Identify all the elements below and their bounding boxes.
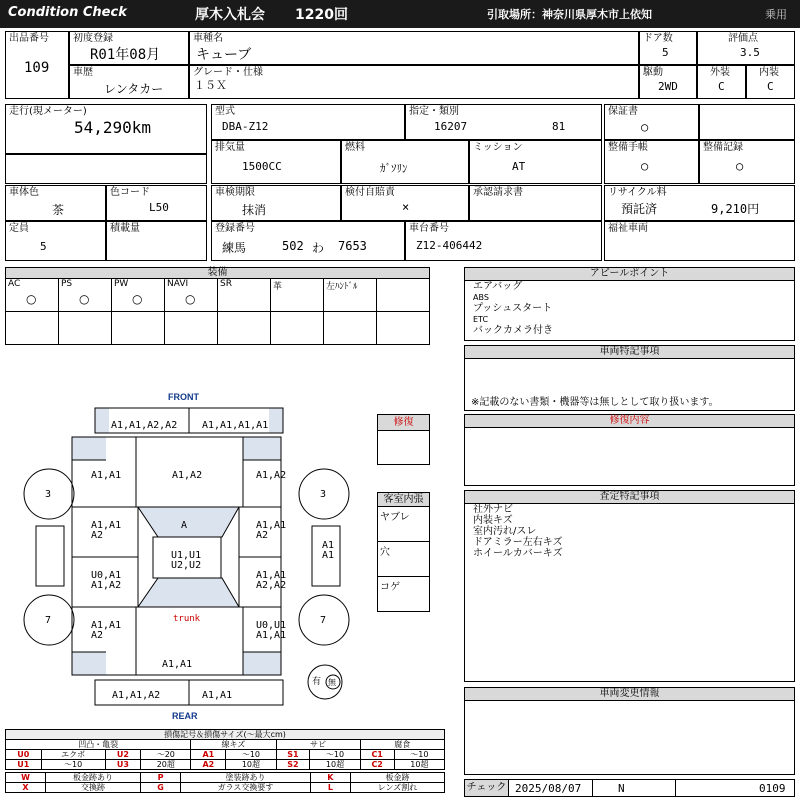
- legend-g-text: ガラス交換要す: [181, 783, 311, 793]
- warranty-label: 保証書: [608, 106, 638, 117]
- equipment-item-blank: [218, 312, 271, 344]
- legend-k-text: 板金跡: [350, 773, 444, 783]
- change-info-title: 車両変更情報: [465, 688, 794, 701]
- lot-number-value: 109: [24, 60, 50, 76]
- door-rl-marks-1: U0,A1: [91, 570, 122, 581]
- legend-k: K: [310, 773, 350, 783]
- legend-table: [5, 739, 445, 770]
- equipment-item-label: SR: [220, 279, 232, 289]
- door-fr-marks-1: A1,A1: [256, 520, 287, 531]
- exterior-value: C: [718, 80, 725, 93]
- appeal-lines: [473, 281, 553, 336]
- hood-marks: A1,A2: [172, 470, 203, 481]
- legend-x-text: 交換跡: [46, 783, 141, 793]
- mileage-cell: [5, 104, 207, 154]
- legend-w: W: [6, 773, 46, 783]
- legend-a1-text: ～10: [226, 750, 276, 760]
- door-fl-marks-2: A2: [91, 530, 104, 541]
- legend-table-2: [5, 772, 445, 793]
- first-registration-label: 初度登録: [73, 33, 113, 44]
- equipment-item: [324, 279, 377, 311]
- approval-label: 承認請求書: [473, 187, 523, 198]
- tire-fr-value: 3: [320, 489, 327, 500]
- door-rl-marks-2: A1,A2: [91, 580, 122, 591]
- welfare-cell: [604, 221, 795, 261]
- legend-a1: A1: [191, 750, 226, 760]
- right-side-marks-2: A1: [322, 550, 335, 561]
- trunk-label: trunk: [173, 614, 201, 624]
- windshield-marks: A: [181, 520, 188, 531]
- equipment-item-label: 革: [273, 282, 283, 292]
- repair-detail-box: [464, 414, 795, 486]
- plate-number: 7653: [338, 239, 367, 253]
- check-code: 0109: [759, 782, 786, 795]
- plate-region: 練馬: [222, 241, 247, 255]
- rear-label: REAR: [172, 711, 198, 721]
- appeal-box: [464, 267, 795, 341]
- mileage-value: 54,290km: [74, 118, 152, 137]
- brand-title: Condition Check: [8, 5, 127, 20]
- insurance-label: 検付自賠責: [345, 187, 395, 198]
- car-diagram: [0, 380, 380, 730]
- equipment-item: [112, 279, 165, 311]
- assessment-lines: [473, 504, 563, 559]
- interior-trim-label: 客室内張: [378, 493, 429, 507]
- plate-cell: [211, 221, 405, 261]
- manual-label: 整備手帳: [608, 142, 648, 153]
- auction-name: 厚木入札会: [195, 7, 265, 23]
- pickup-location: 引取場所：神奈川県厚木市上依知: [487, 8, 652, 21]
- model-value: キューブ: [196, 47, 252, 63]
- tire-rl-value: 7: [45, 615, 52, 626]
- roof-marks-1: U1,U1: [171, 550, 202, 561]
- special-box: [464, 345, 795, 411]
- drive-label: 駆動: [643, 67, 663, 78]
- tire-fl-value: 3: [45, 489, 52, 500]
- history-value: レンタカー: [104, 82, 164, 96]
- special-title: 車両特記事項: [465, 346, 794, 359]
- interior-item-hole: [378, 542, 429, 577]
- legend-h-scratch: 線キズ: [191, 740, 276, 750]
- mission-cell: [469, 140, 602, 184]
- inspection-cell: [211, 185, 341, 221]
- appeal-line: バックカメラ付き: [473, 325, 553, 336]
- door-rr-marks-2: A2,A2: [256, 580, 287, 591]
- repair-label: 修復: [378, 415, 429, 431]
- legend-u1: U1: [6, 760, 42, 770]
- vehicle-category: 乗用: [765, 8, 787, 21]
- legend-l-text: レンズ割れ: [350, 783, 444, 793]
- legend-c1: C1: [360, 750, 394, 760]
- assessment-line: ホイールカバーキズ: [473, 548, 563, 559]
- warranty-cell: [604, 104, 699, 140]
- legend-a2: A2: [191, 760, 226, 770]
- welfare-label: 福祉車両: [608, 223, 648, 234]
- legend-l: L: [310, 783, 350, 793]
- recycle-status: 預託済: [621, 202, 658, 216]
- first-registration-value: R01年08月: [90, 47, 161, 63]
- front-bumper-left-marks: A1,A1,A2,A2: [111, 420, 178, 431]
- equipment-item: [271, 279, 324, 311]
- capacity-cell: [5, 221, 106, 261]
- grade-cell: [189, 65, 639, 99]
- appeal-line: ETC: [473, 315, 489, 324]
- mileage-blank-cell: [5, 154, 207, 184]
- equipment-item-label: NAVI: [167, 279, 189, 289]
- equipment-box: [5, 267, 430, 345]
- spare-tire-label: 有: [312, 677, 322, 687]
- equipment-item-value: ○: [132, 292, 143, 306]
- equipment-item-label: PW: [114, 279, 129, 289]
- score-cell: [697, 31, 795, 65]
- interior-trim-box: [377, 492, 430, 612]
- interior-item-tear: [378, 507, 429, 542]
- check-divider-1: [592, 780, 593, 796]
- exterior-label: 外装: [710, 67, 730, 78]
- fuel-value: ｶﾞｿﾘﾝ: [380, 162, 408, 175]
- doors-label: ドア数: [643, 33, 673, 44]
- recycle-value: 9,210円: [711, 202, 760, 216]
- inspection-value: 抹消: [242, 203, 267, 217]
- roof-marks-2: U2,U2: [171, 560, 202, 571]
- legend-p: P: [141, 773, 181, 783]
- equipment-item-label: 左ﾊﾝﾄﾞﾙ: [326, 282, 358, 292]
- load-label: 積載量: [110, 223, 140, 234]
- color-label: 車体色: [9, 187, 39, 198]
- color-cell: [5, 185, 106, 221]
- equipment-item-value: ○: [26, 292, 37, 306]
- displacement-value: 1500CC: [242, 160, 282, 173]
- legend-x: X: [6, 783, 46, 793]
- insurance-value: ×: [402, 200, 410, 214]
- quarter-rr-marks-2: A1,A1: [256, 630, 287, 641]
- legend-u3-text: 20超: [141, 760, 191, 770]
- grade-label: グレード・仕様: [193, 67, 263, 78]
- approval-cell: [469, 185, 602, 221]
- legend-u2: U2: [105, 750, 141, 760]
- equipment-item-blank: [59, 312, 112, 344]
- legend-title: 損傷記号＆損傷サイズ(～最大cm): [5, 729, 445, 739]
- equipment-item: [218, 279, 271, 311]
- insurance-cell: [341, 185, 469, 221]
- legend-w-text: 板金跡あり: [46, 773, 141, 783]
- chassis-cell: [405, 221, 602, 261]
- damage-legend: [5, 729, 445, 793]
- interior-label: 内装: [759, 67, 779, 78]
- interior-item-burn-label: コゲ: [380, 582, 400, 593]
- legend-s2-text: 10超: [310, 760, 360, 770]
- displacement-label: 排気量: [215, 142, 245, 153]
- recycle-label: リサイクル料: [608, 187, 667, 198]
- equipment-item-value: ○: [185, 292, 196, 306]
- assessment-line: 内装キズ: [473, 515, 513, 526]
- tire-rr-value: 7: [320, 615, 327, 626]
- legend-u1-text: ～10: [41, 760, 105, 770]
- right-side-marks-1: A1: [322, 540, 335, 551]
- repair-detail-title: 修復内容: [465, 415, 794, 428]
- equipment-item-label: PS: [61, 279, 73, 289]
- equipment-item-blank: [165, 312, 218, 344]
- door-fl-marks-1: A1,A1: [91, 520, 122, 531]
- plate-kana: わ: [312, 241, 325, 255]
- drive-value: 2WD: [658, 80, 678, 93]
- legend-g: G: [141, 783, 181, 793]
- mileage-label: 走行(現メーター): [9, 106, 87, 117]
- chassis-value: Z12-406442: [416, 239, 483, 252]
- legend-s1: S1: [276, 750, 310, 760]
- front-bumper-right-marks: A1,A1,A1,A1: [202, 420, 269, 431]
- colorcode-value: L50: [149, 201, 169, 214]
- chassis-label: 車台番号: [409, 223, 449, 234]
- legend-s1-text: ～10: [310, 750, 360, 760]
- check-mark: N: [618, 782, 625, 795]
- rear-bumper-left-marks: A1,A1,A2: [112, 690, 161, 701]
- legend-a2-text: 10超: [226, 760, 276, 770]
- equipment-item-label: AC: [8, 279, 21, 289]
- legend-h-rust: サビ: [276, 740, 360, 750]
- change-info-box: [464, 687, 795, 775]
- interior-value: C: [767, 80, 774, 93]
- interior-cell: [746, 65, 795, 99]
- equipment-row: [6, 279, 429, 312]
- equipment-item-blank: [112, 312, 165, 344]
- interior-item-hole-label: 穴: [380, 547, 390, 558]
- designation-cell: [405, 104, 602, 140]
- interior-item-tear-label: ヤブレ: [380, 512, 410, 523]
- equipment-item-blank: [324, 312, 377, 344]
- model-cell: [189, 31, 639, 65]
- appeal-line: ABS: [473, 293, 489, 302]
- capacity-label: 定員: [9, 223, 29, 234]
- history-label: 車歴: [73, 67, 93, 78]
- plate-label: 登録番号: [215, 223, 255, 234]
- door-fr-marks-2: A2: [256, 530, 269, 541]
- fender-fr-marks: A1,A2: [256, 470, 287, 481]
- fuel-label: 燃料: [345, 142, 365, 153]
- drive-cell: [639, 65, 697, 99]
- assessment-line: 社外ナビ: [473, 504, 513, 515]
- appeal-line: エアバッグ: [473, 281, 523, 292]
- legend-c2-text: 10超: [394, 760, 444, 770]
- legend-h-corrosion: 腐食: [360, 740, 444, 750]
- legend-u0-text: エクボ: [41, 750, 105, 760]
- quarter-rl-marks-1: A1,A1: [91, 620, 122, 631]
- doors-cell: [639, 31, 697, 65]
- assessment-title: 査定特記事項: [465, 491, 794, 504]
- equipment-item: [165, 279, 218, 311]
- spare-tire-mark: 無: [328, 678, 336, 687]
- legend-u0: U0: [6, 750, 42, 760]
- type-label: 型式: [215, 106, 235, 117]
- lot-number-label: 出品番号: [9, 33, 49, 44]
- interior-item-burn: [378, 577, 429, 611]
- legend-u2-text: ～20: [141, 750, 191, 760]
- doors-value: 5: [662, 46, 669, 59]
- quarter-rl-marks-2: A2: [91, 630, 104, 641]
- fender-fl-marks: A1,A1: [91, 470, 122, 481]
- equipment-item: [59, 279, 112, 311]
- equipment-title: 装備: [6, 268, 429, 279]
- inspection-label: 車検期限: [215, 187, 255, 198]
- equipment-item-blank: [271, 312, 324, 344]
- designation-label: 指定・類別: [409, 106, 459, 117]
- legend-u3: U3: [105, 760, 141, 770]
- legend-p-text: 塗装跡あり: [181, 773, 311, 783]
- auction-round: 1220回: [295, 7, 348, 23]
- model-label: 車種名: [193, 33, 223, 44]
- record-value: ○: [736, 159, 744, 173]
- warranty-value: ○: [641, 120, 649, 134]
- header-bar: [0, 0, 800, 28]
- type-value: DBA-Z12: [222, 120, 269, 133]
- appeal-line: プッシュスタート: [473, 303, 553, 314]
- color-value: 茶: [52, 203, 65, 217]
- mission-value: AT: [512, 160, 526, 173]
- fuel-cell: [341, 140, 469, 184]
- repair-box: [377, 414, 430, 465]
- check-bar: [464, 779, 795, 797]
- warranty-blank-cell: [699, 104, 795, 140]
- plate-class: 502: [282, 239, 304, 253]
- lot-number-cell: [5, 31, 69, 99]
- score-label: 評価点: [728, 33, 758, 44]
- equipment-item-value: ○: [79, 292, 90, 306]
- type-cell: [211, 104, 405, 140]
- equipment-item: [6, 279, 59, 311]
- equipment-item-blank: [6, 312, 59, 344]
- first-registration-cell: [69, 31, 189, 65]
- mission-label: ミッション: [473, 142, 523, 153]
- exterior-cell: [697, 65, 746, 99]
- capacity-value: 5: [40, 240, 47, 253]
- check-divider-2: [675, 780, 676, 796]
- score-value: 3.5: [740, 46, 760, 59]
- legend-s2: S2: [276, 760, 310, 770]
- grade-value: １５Ｘ: [194, 79, 227, 92]
- displacement-cell: [211, 140, 341, 184]
- record-cell: [699, 140, 795, 184]
- rear-gate-marks: A1,A1: [162, 659, 193, 670]
- colorcode-cell: [106, 185, 207, 221]
- designation-value: 16207: [434, 120, 468, 133]
- assessment-line: 室内汚れ/スレ: [473, 526, 537, 537]
- legend-h-dent: 凹凸・亀裂: [6, 740, 191, 750]
- history-cell: [69, 65, 189, 99]
- assessment-line: ドアミラー左右キズ: [473, 537, 563, 548]
- manual-value: ○: [641, 159, 649, 173]
- class-value: 81: [552, 120, 566, 133]
- appeal-title: アピールポイント: [465, 268, 794, 281]
- equipment-row-blank: [6, 312, 429, 344]
- recycle-cell: [604, 185, 795, 221]
- front-label: FRONT: [168, 392, 199, 402]
- check-date: 2025/08/07: [515, 782, 582, 795]
- assessment-box: [464, 490, 795, 682]
- colorcode-label: 色コード: [110, 187, 150, 198]
- quarter-rr-marks-1: U0,U1: [256, 620, 287, 631]
- legend-c2: C2: [360, 760, 394, 770]
- rear-bumper-right-marks: A1,A1: [202, 690, 233, 701]
- special-note: ※記載のない書類・機器等は無しとして取り扱います。: [471, 397, 719, 408]
- door-rr-marks-1: A1,A1: [256, 570, 287, 581]
- load-cell: [106, 221, 207, 261]
- manual-cell: [604, 140, 699, 184]
- check-label: チェック: [465, 780, 509, 796]
- legend-c1-text: ～10: [394, 750, 444, 760]
- record-label: 整備記録: [703, 142, 743, 153]
